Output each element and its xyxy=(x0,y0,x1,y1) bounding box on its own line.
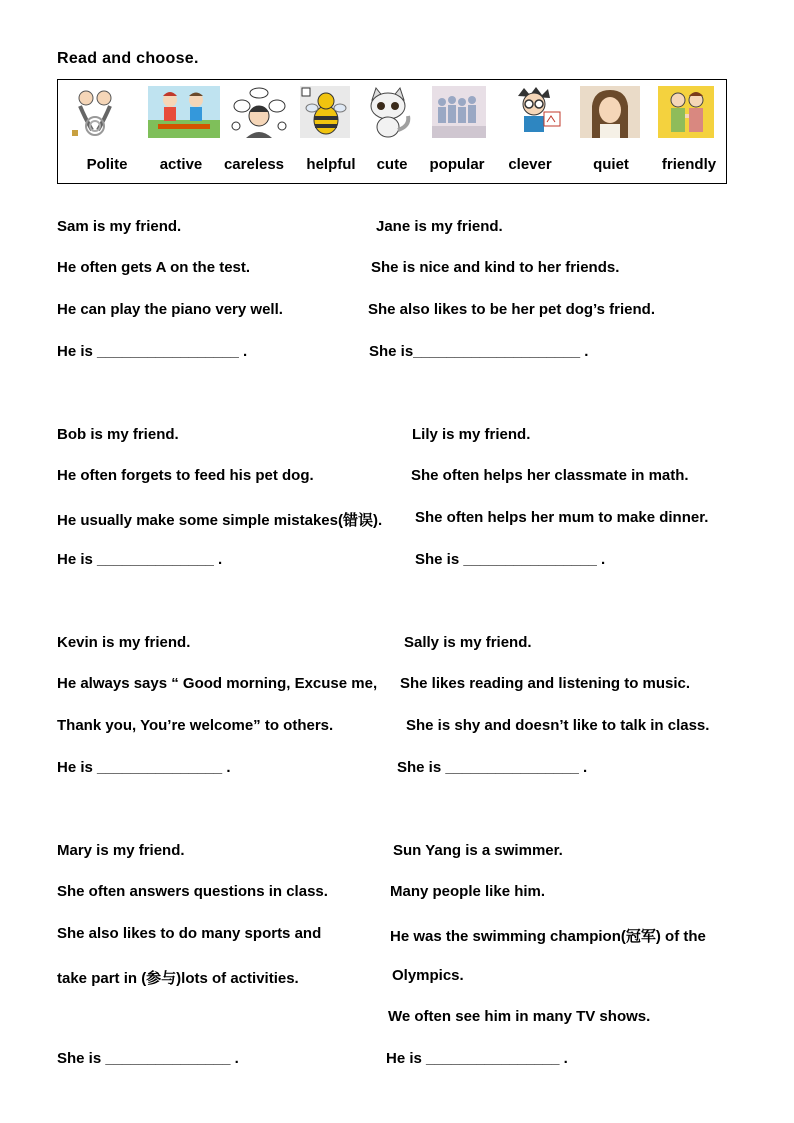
mary-answer-blank[interactable]: She is _______________ . xyxy=(57,1050,239,1067)
sam-line-1: Sam is my friend. xyxy=(57,218,182,235)
cat-icon xyxy=(362,86,414,138)
word-bank-box xyxy=(57,79,727,184)
sally-line-2: She likes reading and listening to music. xyxy=(400,675,691,692)
word-friendly: friendly xyxy=(661,156,717,173)
quiet-girl-icon xyxy=(580,86,640,138)
word-quiet: quiet xyxy=(593,156,629,173)
sam-line-3: He can play the piano very well. xyxy=(57,301,283,318)
sally-line-1: Sally is my friend. xyxy=(404,634,532,651)
lily-line-2: She often helps her classmate in math. xyxy=(411,467,689,484)
bob-line-1: Bob is my friend. xyxy=(57,426,179,443)
kevin-line-1: Kevin is my friend. xyxy=(57,634,191,651)
mary-line-3: She also likes to do many sports and xyxy=(57,925,322,942)
sunyang-line-5: We often see him in many TV shows. xyxy=(388,1008,651,1025)
bob-line-3: He usually make some simple mistakes(错误). xyxy=(57,512,383,529)
word-active: active xyxy=(159,156,203,173)
word-polite: Polite xyxy=(86,156,128,173)
jane-line-3: She also likes to be her pet dog’s friend. xyxy=(368,301,656,318)
word-popular: popular xyxy=(429,156,485,173)
bob-answer-blank[interactable]: He is ______________ . xyxy=(57,551,223,568)
sally-line-3: She is shy and doesn’t like to talk in class. xyxy=(406,717,710,734)
bee-helper-icon xyxy=(300,86,350,138)
kevin-line-2: He always says “ Good morning, Excuse me, xyxy=(57,675,378,692)
sally-answer-blank[interactable]: She is ________________ . xyxy=(397,759,588,776)
forgetful-woman-icon xyxy=(228,86,290,138)
sunyang-line-1: Sun Yang is a swimmer. xyxy=(393,842,563,859)
jane-line-1: Jane is my friend. xyxy=(376,218,503,235)
kevin-answer-blank[interactable]: He is _______________ . xyxy=(57,759,231,776)
friends-hug-icon xyxy=(658,86,714,138)
bowing-people-icon xyxy=(66,86,124,138)
jane-answer-blank[interactable]: She is____________________ . xyxy=(369,343,589,360)
word-helpful: helpful xyxy=(306,156,356,173)
page-title: Read and choose. xyxy=(57,50,199,67)
lily-line-3: She often helps her mum to make dinner. xyxy=(415,509,709,526)
bob-line-2: He often forgets to feed his pet dog. xyxy=(57,467,314,484)
word-cute: cute xyxy=(376,156,408,173)
smart-boy-icon xyxy=(506,86,562,138)
word-careless: careless xyxy=(223,156,285,173)
kids-playing-icon xyxy=(148,86,220,138)
kevin-line-3: Thank you, You’re welcome” to others. xyxy=(57,717,334,734)
sunyang-line-4: Olympics. xyxy=(392,967,464,984)
word-clever: clever xyxy=(508,156,552,173)
lily-answer-blank[interactable]: She is ________________ . xyxy=(415,551,606,568)
mary-line-2: She often answers questions in class. xyxy=(57,883,328,900)
group-photo-icon xyxy=(432,86,486,138)
lily-line-1: Lily is my friend. xyxy=(412,426,531,443)
mary-line-4: take part in (参与)lots of activities. xyxy=(57,970,299,987)
sunyang-answer-blank[interactable]: He is ________________ . xyxy=(386,1050,568,1067)
mary-line-1: Mary is my friend. xyxy=(57,842,185,859)
sunyang-line-2: Many people like him. xyxy=(390,883,546,900)
sam-line-2: He often gets A on the test. xyxy=(57,259,251,276)
sunyang-line-3: He was the swimming champion(冠军) of the xyxy=(390,928,706,945)
jane-line-2: She is nice and kind to her friends. xyxy=(371,259,620,276)
sam-answer-blank[interactable]: He is _________________ . xyxy=(57,343,248,360)
